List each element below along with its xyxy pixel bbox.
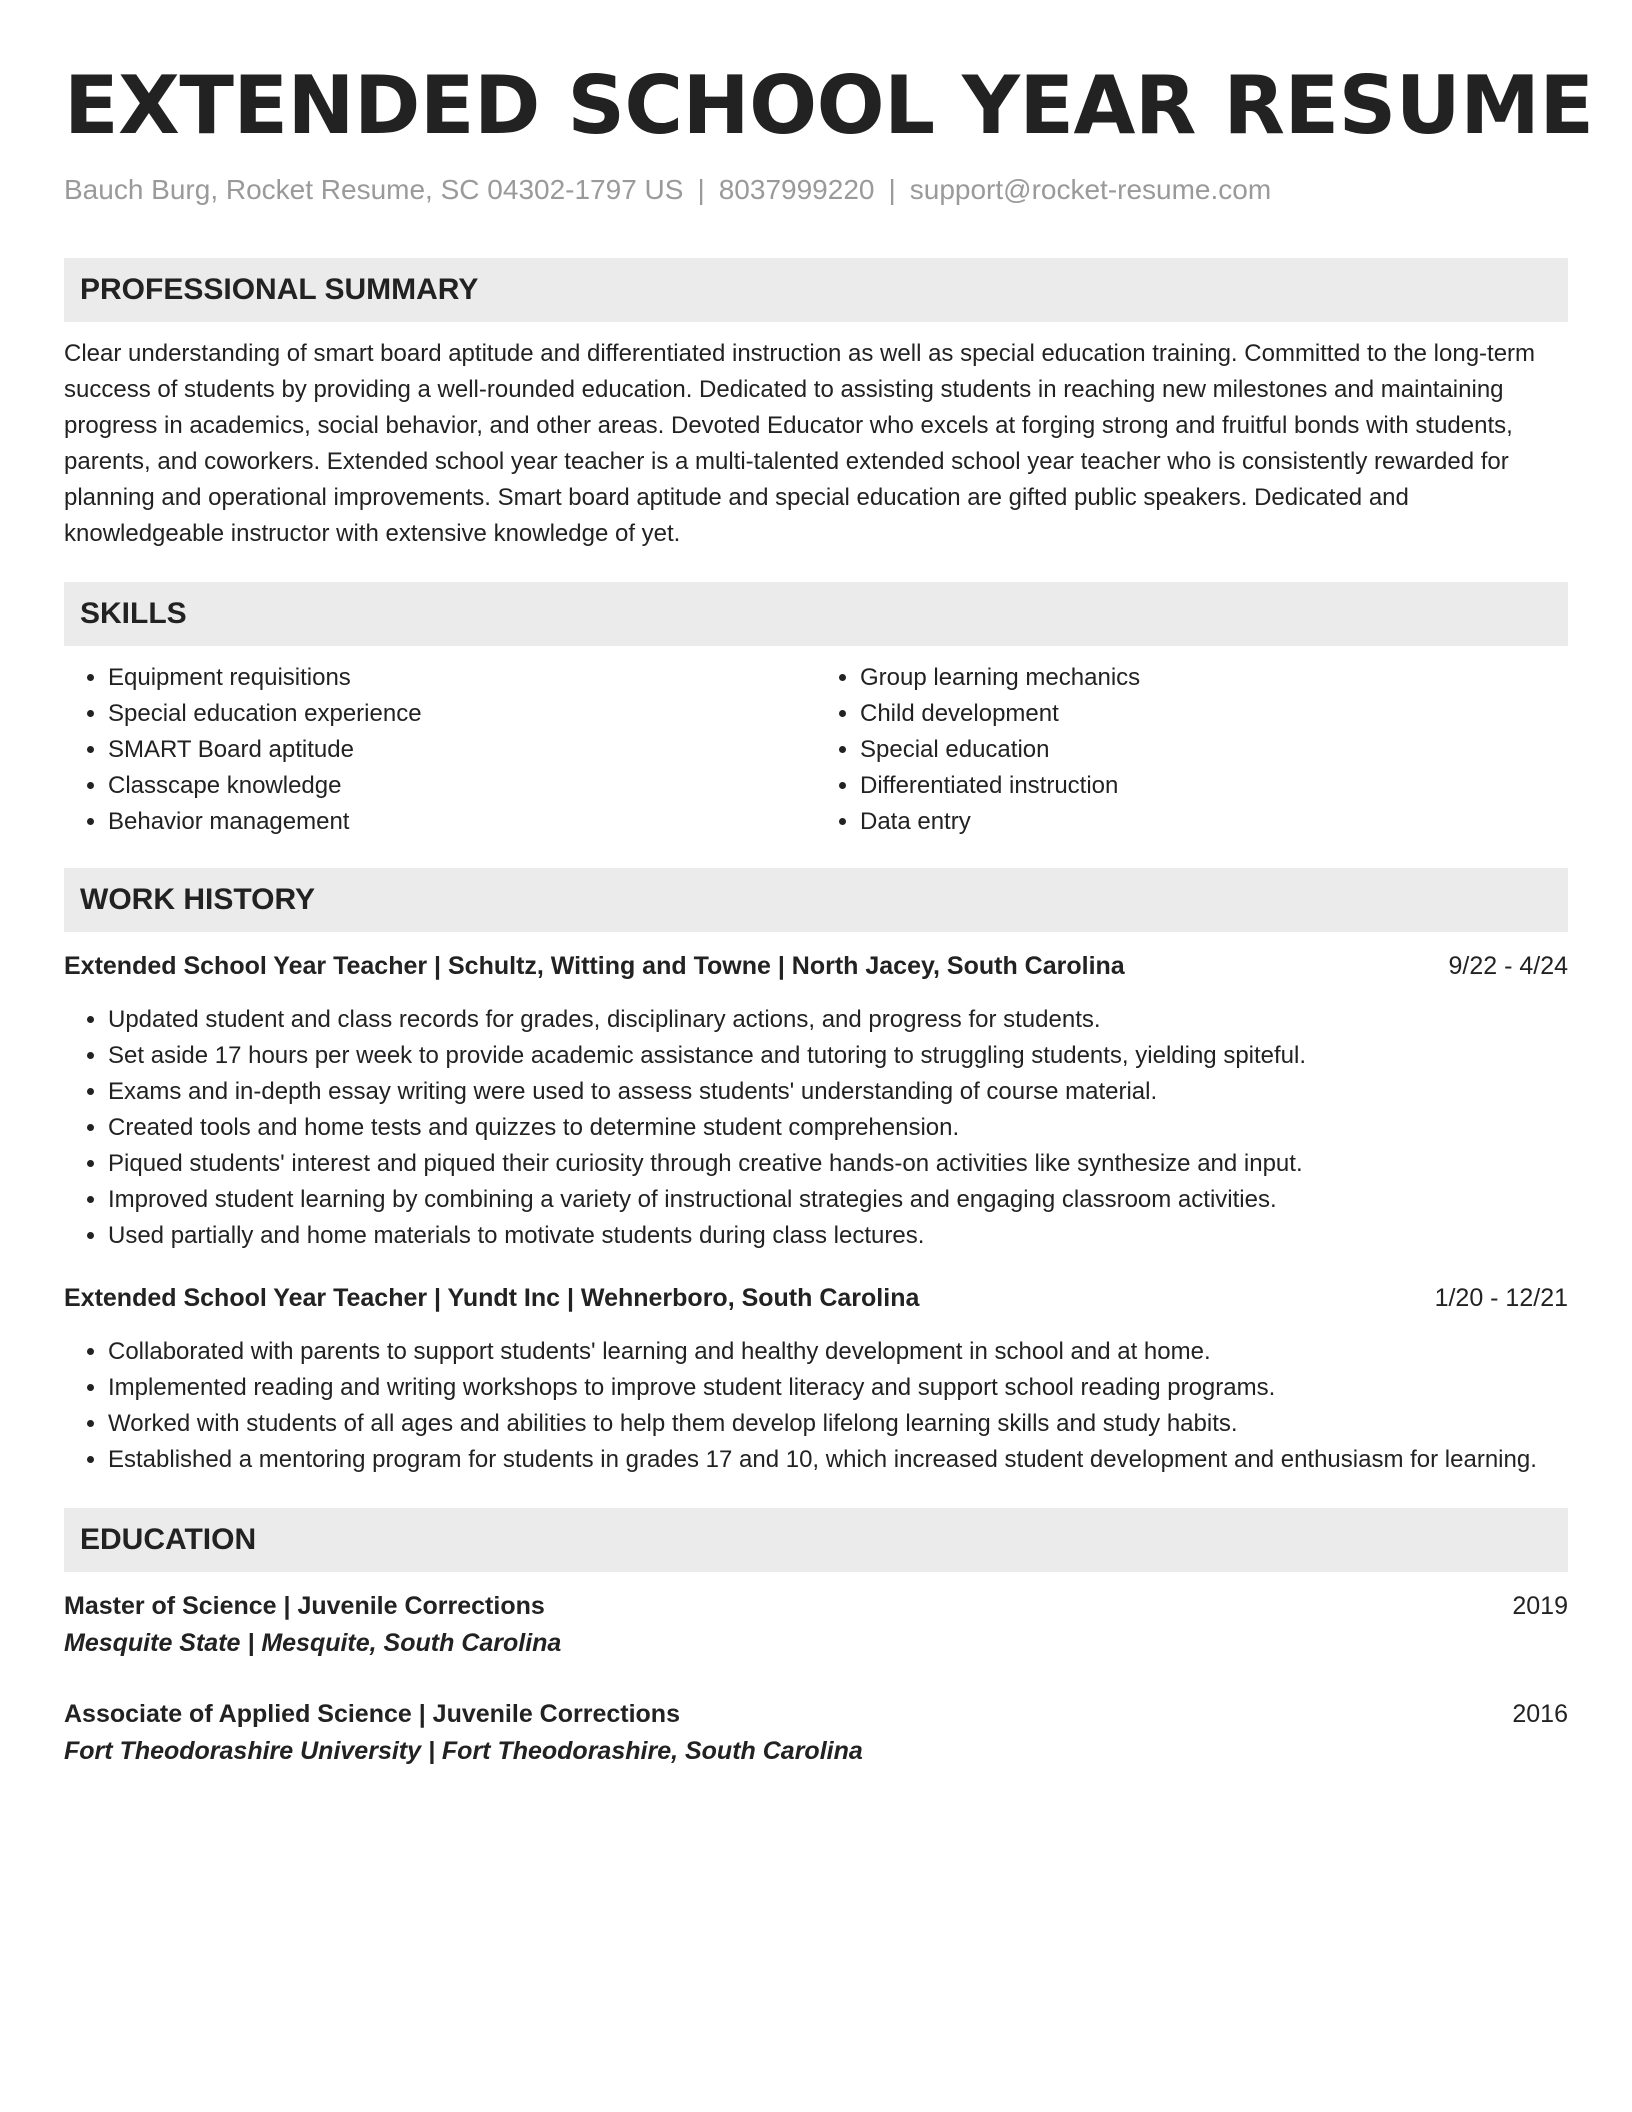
skill-item: • Data entry (860, 804, 1568, 840)
skills-column-left (64, 660, 816, 840)
skill-item: • Differentiated instruction (860, 768, 1568, 804)
job-bullet: • Worked with students of all ages and abilities to help them develop lifelong learning skills and study habits. (108, 1406, 1568, 1442)
contact-email: support@rocket-resume.com (909, 174, 1272, 205)
education-degree: Master of Science | Juvenile Corrections (64, 1592, 545, 1620)
education-entry (64, 1588, 1568, 1662)
job-bullets (64, 1002, 1568, 1254)
resume-title: EXTENDED SCHOOL YEAR RESUME (64, 59, 1594, 152)
contact-separator: | (888, 174, 896, 205)
skill-item: • Group learning mechanics (860, 660, 1568, 696)
skill-item: • Special education (860, 732, 1568, 768)
section-header-summary: PROFESSIONAL SUMMARY (64, 258, 1568, 322)
education-entry (64, 1696, 1568, 1770)
skill-item: • Child development (860, 696, 1568, 732)
job-dates: 1/20 - 12/21 (1434, 1284, 1568, 1312)
contact-phone: 8037999220 (718, 174, 875, 205)
education-year: 2016 (1512, 1700, 1568, 1728)
job-heading (64, 948, 1568, 984)
job-dates: 9/22 - 4/24 (1448, 952, 1568, 980)
job-entry (64, 1280, 1568, 1478)
job-bullet: • Established a mentoring program for students in grades 17 and 10, which increased student development and enthusiasm for learning. (108, 1442, 1568, 1478)
skill-item: • Equipment requisitions (108, 660, 816, 696)
job-bullet: • Exams and in-depth essay writing were used to assess students' understanding of course material. (108, 1074, 1568, 1110)
education-heading (64, 1588, 1568, 1624)
skill-item: • SMART Board aptitude (108, 732, 816, 768)
skill-item: • Classcape knowledge (108, 768, 816, 804)
job-bullet: • Collaborated with parents to support students' learning and healthy development in school and at home. (108, 1334, 1568, 1370)
education-degree: Associate of Applied Science | Juvenile Corrections (64, 1700, 680, 1728)
job-title: Extended School Year Teacher | Schultz, Witting and Towne | North Jacey, South Carolina (64, 952, 1125, 980)
contact-line (64, 172, 1568, 208)
job-bullet: • Updated student and class records for grades, disciplinary actions, and progress for students. (108, 1002, 1568, 1038)
contact-separator: | (697, 174, 705, 205)
education-heading (64, 1696, 1568, 1732)
job-entry (64, 948, 1568, 1254)
job-bullet: • Used partially and home materials to motivate students during class lectures. (108, 1218, 1568, 1254)
skills-list (64, 660, 1568, 840)
education-school: Fort Theodorashire University | Fort Theodorashire, South Carolina (64, 1737, 863, 1765)
job-heading (64, 1280, 1568, 1316)
section-header-work-history: WORK HISTORY (64, 868, 1568, 932)
job-bullet: • Implemented reading and writing workshops to improve student literacy and support school reading programs. (108, 1370, 1568, 1406)
section-header-skills: SKILLS (64, 582, 1568, 646)
section-header-education: EDUCATION (64, 1508, 1568, 1572)
summary-text: Clear understanding of smart board aptitude and differentiated instruction as well as special education training. Committed to the long-term success of students by providing a well-rounded education. Dedicated to assisting students in reaching new milestones and maintaining progress in academics, social behavior, and other areas. Devoted Educator who excels at forging strong and fruitful bonds with students, parents, and coworkers. Extended school year teacher is a multi-talented extended school year teacher who is consistently rewarded for planning and operational improvements. Smart board aptitude and special education are gifted public speakers. Dedicated and knowledgeable instructor with extensive knowledge of yet. (64, 340, 1536, 547)
education-school: Mesquite State | Mesquite, South Carolina (64, 1629, 562, 1657)
job-bullet: • Improved student learning by combining a variety of instructional strategies and engaging classroom activities. (108, 1182, 1568, 1218)
skills-column-right (816, 660, 1568, 840)
skill-item: • Behavior management (108, 804, 816, 840)
job-bullet: • Created tools and home tests and quizzes to determine student comprehension. (108, 1110, 1568, 1146)
job-title: Extended School Year Teacher | Yundt Inc | Wehnerboro, South Carolina (64, 1284, 920, 1312)
job-bullet: • Piqued students' interest and piqued their curiosity through creative hands-on activities like synthesize and input. (108, 1146, 1568, 1182)
education-year: 2019 (1512, 1592, 1568, 1620)
job-bullet: • Set aside 17 hours per week to provide academic assistance and tutoring to struggling students, yielding spiteful. (108, 1038, 1568, 1074)
contact-address: Bauch Burg, Rocket Resume, SC 04302-1797 US (64, 174, 684, 205)
skill-item: • Special education experience (108, 696, 816, 732)
job-bullets (64, 1334, 1568, 1478)
